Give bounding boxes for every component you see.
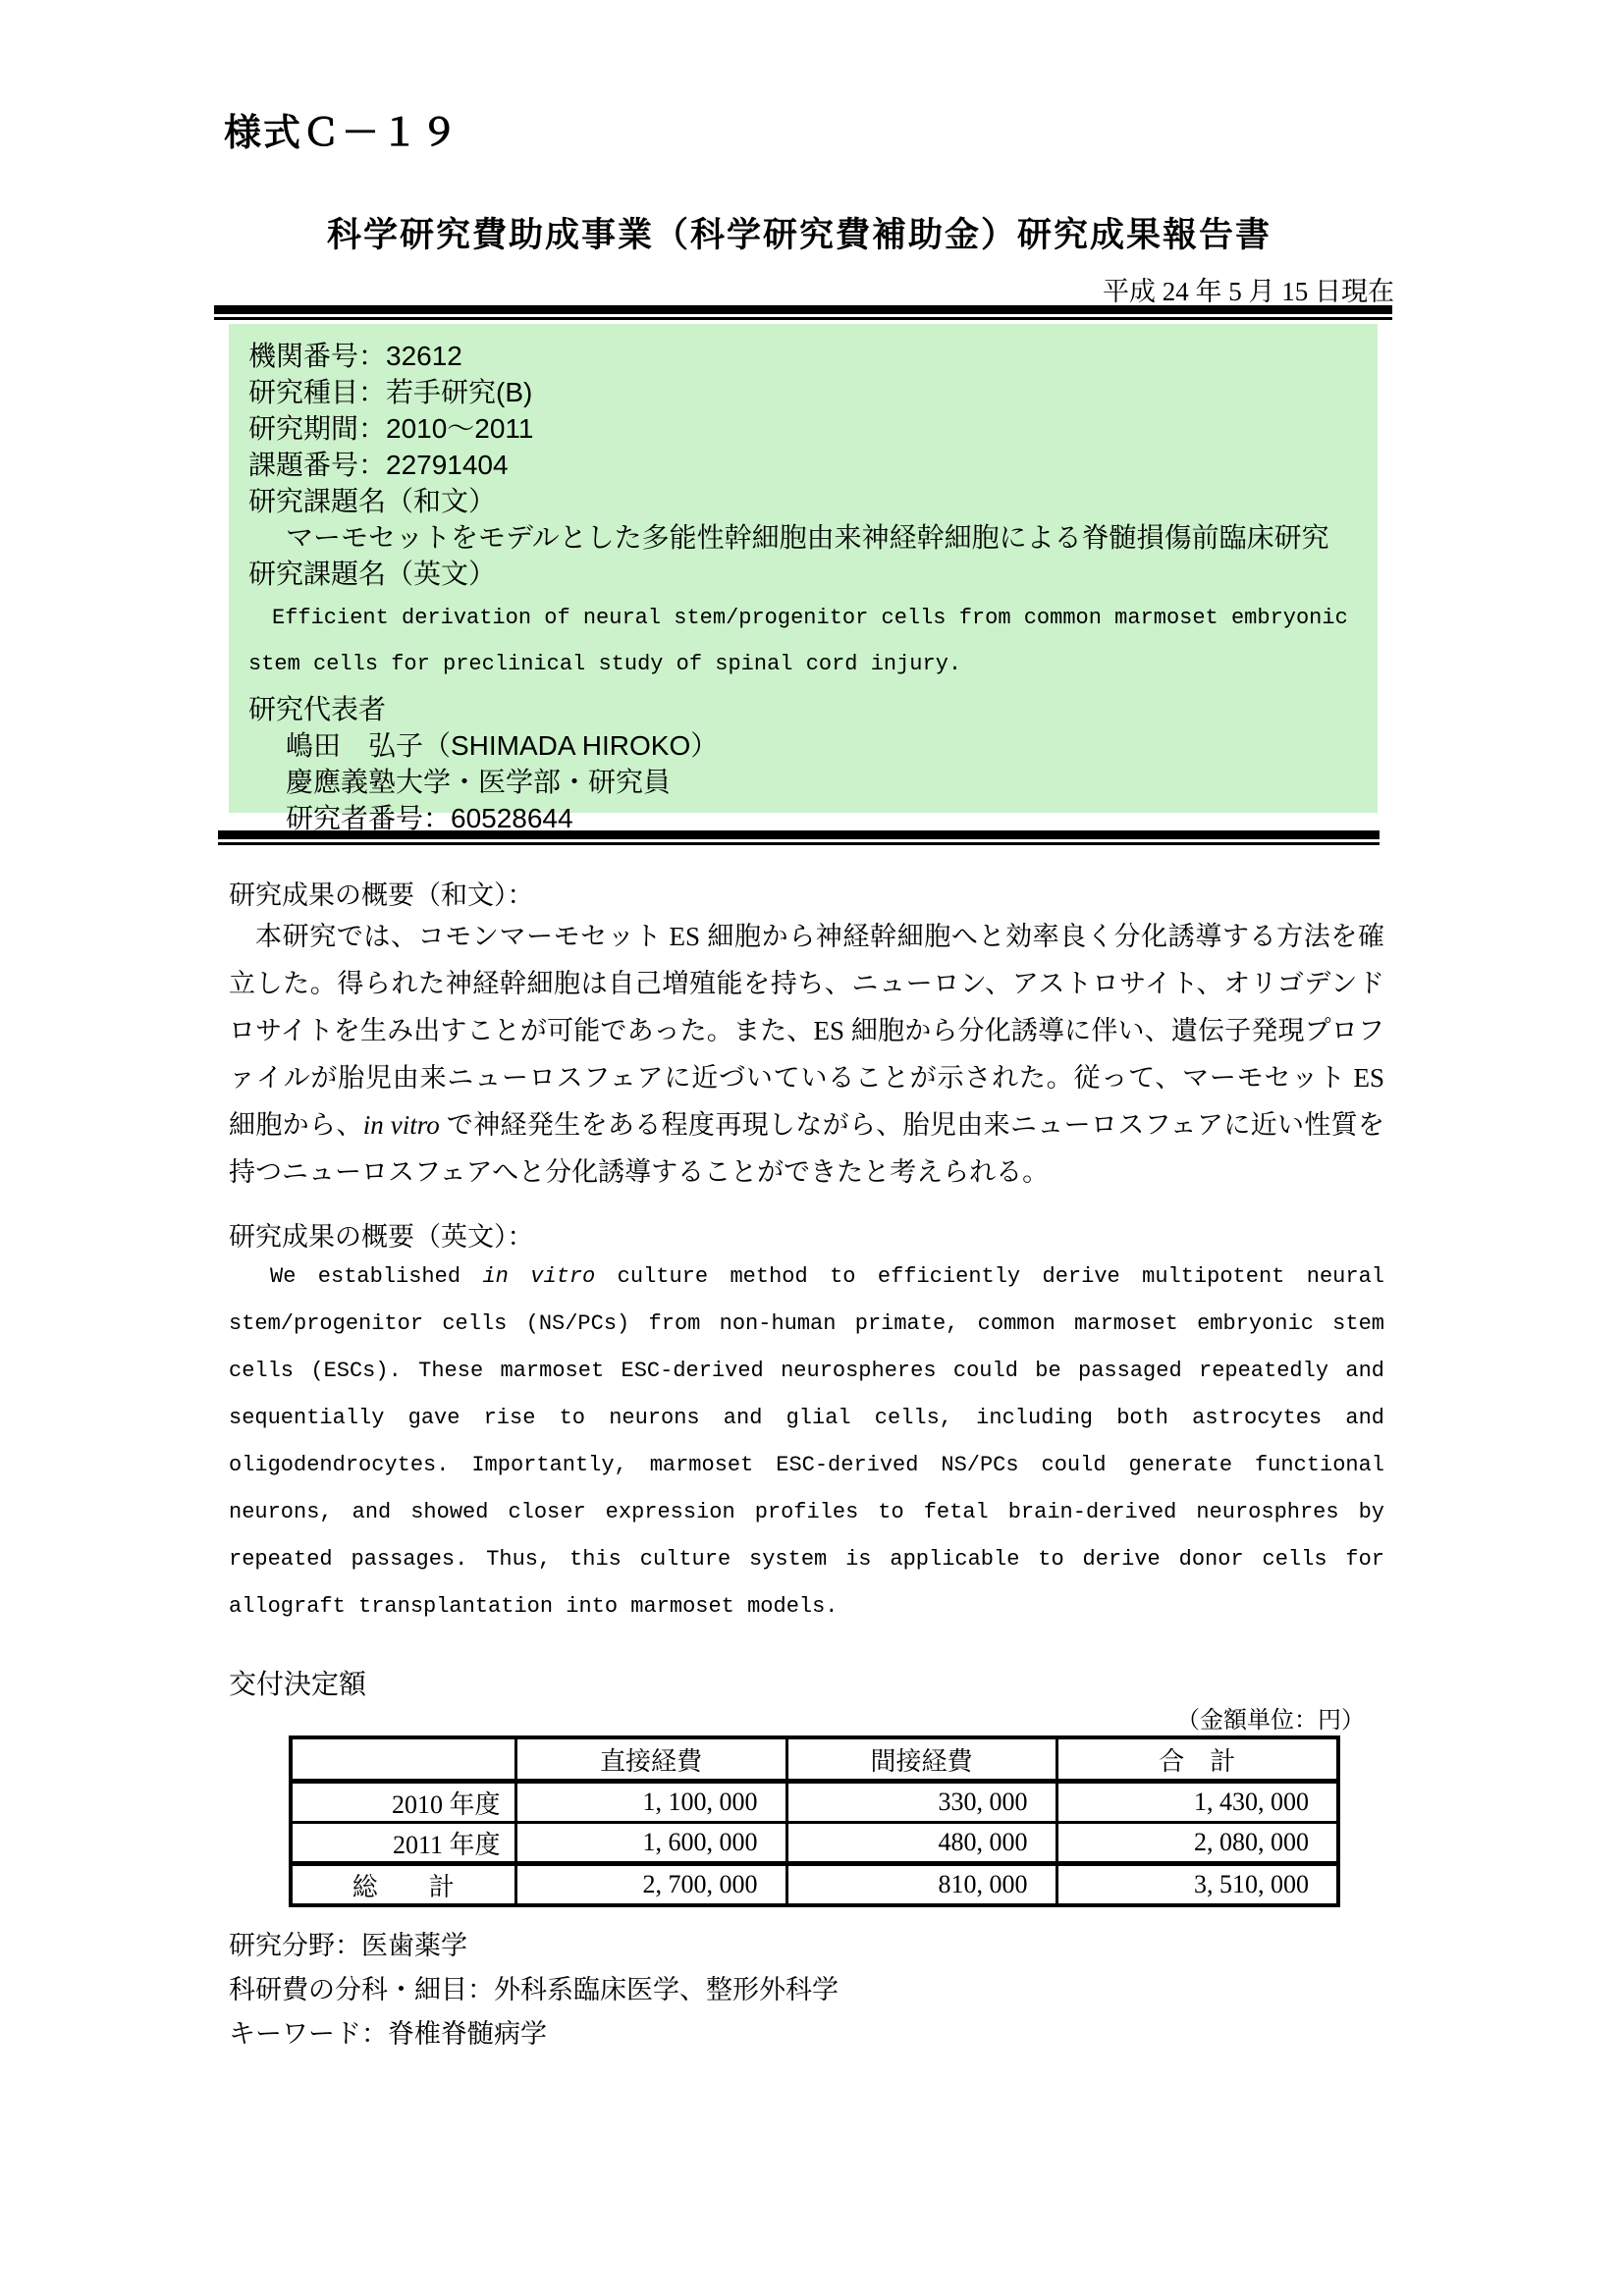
- grant-row-2011-total: 2, 080, 000: [1056, 1823, 1338, 1864]
- grant-row-total-direct: 2, 700, 000: [515, 1864, 786, 1906]
- abstract-en-paragraph: We established in vitro culture method to efficiently derive multipotent neural stem/progenitor cells (NS/PCs) from non-human primate, common marmoset embryonic stem cells (ESCs). These marmoset ESC-derived neurospheres could be passaged repeatedly and sequentially gave rise to neurons and glial cells, including both astrocytes and oligodendrocytes. Importantly, marmoset ESC-derived NS/PCs could generate functional neurons, and showed closer expression profiles to fetal brain-derived neurosphres by repeated passages. Thus, this culture system is applicable to derive donor cells for allograft transplantation into marmoset models.: [229, 1264, 1384, 1619]
- grant-row-2010-direct: 1, 100, 000: [515, 1782, 786, 1823]
- grant-amount-table: [289, 1735, 1340, 1907]
- research-period: 研究期間：2010～2011: [248, 413, 534, 444]
- abstract-ja-paragraph: 本研究では、コモンマーモセット ES 細胞から神経幹細胞へと効率良く分化誘導する方法を確立した。得られた神経幹細胞は自己増殖能を持ち、ニューロン、アストロサイト、オリゴデンドロサイトを生み出すことが可能であった。また、ES 細胞から分化誘導に伴い、遺伝子発現プロファイルが胎児由来ニューロスフェアに近づいていることが示された。従って、マーモセット ES 細胞から、in vitro で神経発生をある程度再現しながら、胎児由来ニューロスフェアに近い性質を持つニューロスフェアへと分化誘導することができたと考えられる。: [229, 922, 1385, 1187]
- grant-row-total: [291, 1864, 1338, 1906]
- grant-unit-note: （金額単位：円）: [1176, 1708, 1365, 1734]
- project-title-en-label: 研究課題名（英文）: [248, 559, 497, 589]
- grant-row-2010-label: 2010 年度: [291, 1782, 515, 1823]
- project-title-en-line2: stem cells for preclinical study of spinal cord injury.: [248, 652, 962, 676]
- grant-header-empty: [291, 1737, 515, 1782]
- abstract-en-heading: 研究成果の概要（英文）：: [229, 1222, 534, 1252]
- grant-row-2011-label: 2011 年度: [291, 1823, 515, 1864]
- research-category: 研究種目：若手研究(B): [248, 377, 533, 407]
- abstract-ja-heading: 研究成果の概要（和文）：: [229, 881, 534, 910]
- project-title-en-line1: Efficient derivation of neural stem/progenitor cells from common marmoset embryonic: [272, 606, 1348, 630]
- grant-row-2011-indirect: 480, 000: [786, 1823, 1056, 1864]
- project-title-ja: マーモセットをモデルとした多能性幹細胞由来神経幹細胞による脊髄損傷前臨床研究: [286, 522, 1329, 553]
- principal-investigator-affiliation: 慶應義塾大学・医学部・研究員: [286, 767, 672, 797]
- principal-investigator-label: 研究代表者: [248, 694, 387, 724]
- grant-header-indirect: 間接経費: [786, 1737, 1056, 1782]
- grant-row-total-label: 総 計: [291, 1864, 515, 1906]
- form-code: 様式Ｃ－１９: [224, 113, 460, 154]
- grant-row-2010-total: 1, 430, 000: [1056, 1782, 1338, 1823]
- grant-table-caption: 交付決定額: [229, 1670, 367, 1700]
- principal-investigator-name: 嶋田 弘子（SHIMADA HIROKO）: [286, 730, 719, 761]
- grant-row-2010-indirect: 330, 000: [786, 1782, 1056, 1823]
- category-line: 科研費の分科・細目：外科系臨床医学、整形外科学: [229, 1975, 839, 2004]
- grant-row-total-total: 3, 510, 000: [1056, 1864, 1338, 1906]
- keywords-line: キーワード：脊椎脊髄病学: [229, 2019, 547, 2049]
- project-info-box: [229, 324, 1378, 833]
- grant-row-2011: [291, 1823, 1338, 1864]
- middle-double-rule: [218, 830, 1380, 845]
- grant-row-total-indirect: 810, 000: [786, 1864, 1056, 1906]
- grant-row-2011-direct: 1, 600, 000: [515, 1823, 786, 1864]
- grant-header-total: 合 計: [1056, 1737, 1338, 1782]
- date-line: 平成 24 年 5 月 15 日現在: [1103, 277, 1394, 306]
- project-number: 課題番号：22791404: [248, 450, 509, 480]
- footer-block: [229, 1924, 839, 2056]
- research-field-line: 研究分野：医歯薬学: [229, 1931, 467, 1960]
- researcher-number: 研究者番号：60528644: [286, 803, 573, 833]
- institution-number: 機関番号：32612: [248, 341, 462, 371]
- top-double-rule: [214, 305, 1392, 320]
- grant-row-2010: [291, 1782, 1338, 1823]
- project-title-ja-label: 研究課題名（和文）: [248, 486, 497, 516]
- grant-table-header-row: [291, 1737, 1338, 1782]
- grant-header-direct: 直接経費: [515, 1737, 786, 1782]
- document-title: 科学研究費助成事業（科学研究費補助金）研究成果報告書: [326, 216, 1272, 254]
